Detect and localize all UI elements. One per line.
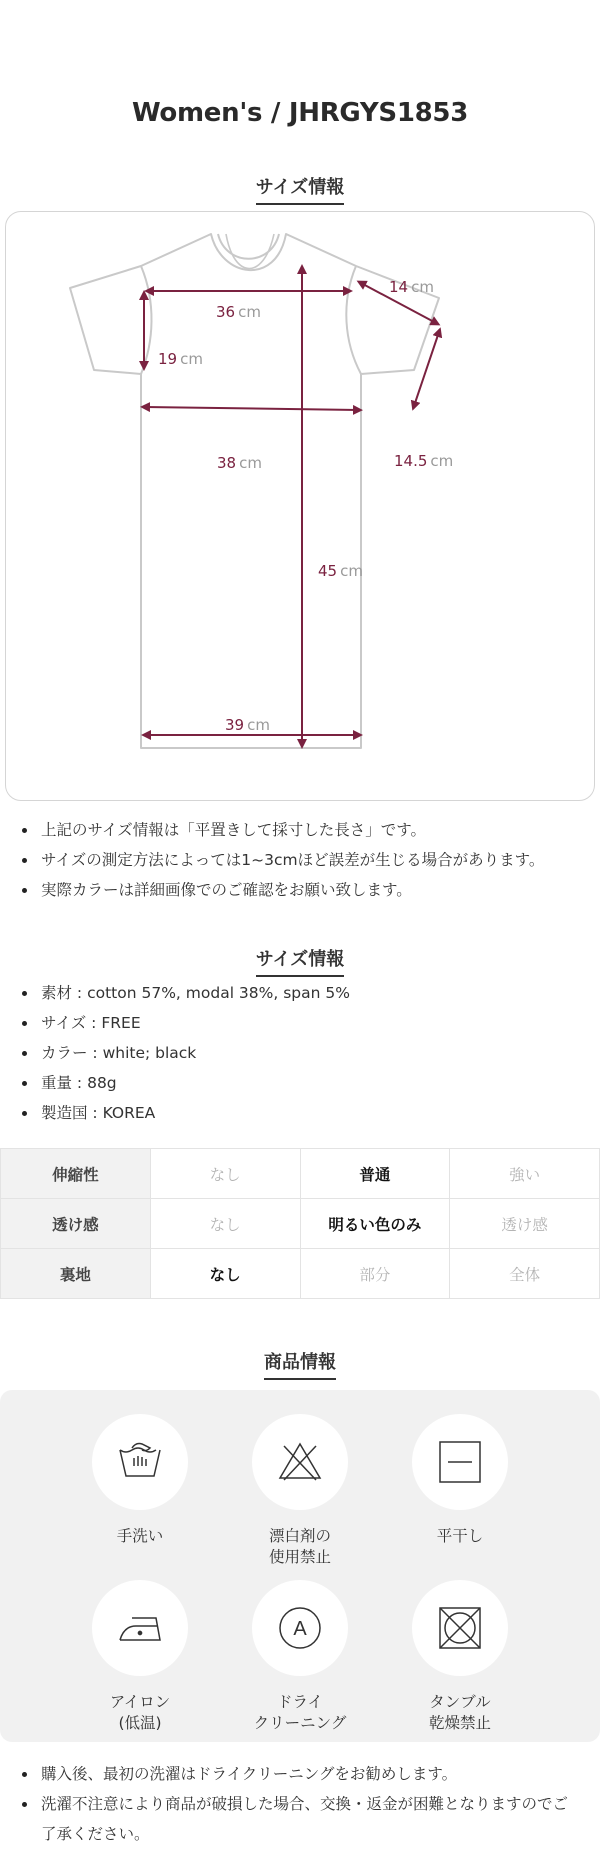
list-item: 上記のサイズ情報は「平置きして採寸した長さ」です。 (0, 815, 600, 845)
tshirt-diagram (6, 212, 596, 802)
chest-line (145, 407, 358, 410)
sleeve-length-label: 14 cm (389, 278, 434, 296)
list-item: 洗濯不注意により商品が破損した場合、交換・返金が困難となりますのでご了承ください。 (0, 1789, 600, 1849)
attr-label: 伸縮性 (1, 1149, 151, 1199)
care-item-no-tumble-dry (390, 1580, 530, 1734)
care-label: 手洗い (116, 1527, 164, 1545)
table-row (1, 1249, 600, 1299)
list-item: 実際カラーは詳細画像でのご確認をお願い致します。 (0, 875, 600, 905)
product-title: Women's / JHRGYS1853 (131, 98, 469, 128)
attr-option: 全体 (450, 1249, 600, 1299)
spec-material: 素材 : cotton 57%, modal 38%, span 5% (0, 978, 600, 1008)
attr-option-selected: 明るい色のみ (300, 1199, 450, 1249)
hem-label: 39 cm (225, 716, 270, 734)
dry-clean-icon (277, 1605, 323, 1651)
care-item-flat-dry (390, 1414, 530, 1547)
care-label: 平干し (436, 1527, 484, 1545)
hand-wash-icon (116, 1440, 164, 1484)
attr-label: 裏地 (1, 1249, 151, 1299)
size-notes (0, 815, 600, 905)
care-panel (0, 1390, 600, 1742)
spec-size: サイズ : FREE (0, 1008, 600, 1038)
care-label: ドライ クリーニング (253, 1693, 347, 1732)
shoulder-label: 36 cm (216, 303, 261, 321)
table-row (1, 1199, 600, 1249)
care-label: 漂白剤の 使用禁止 (268, 1527, 331, 1566)
attr-option: なし (150, 1199, 300, 1249)
care-item-dry-clean (230, 1580, 370, 1734)
care-label: タンブル 乾燥禁止 (428, 1693, 491, 1732)
care-notes (0, 1759, 600, 1849)
care-label: アイロン (低温) (109, 1693, 171, 1732)
attribute-table (0, 1148, 600, 1299)
size-diagram (5, 211, 595, 801)
attr-label: 透け感 (1, 1199, 151, 1249)
no-bleach-icon (276, 1440, 324, 1484)
flat-dry-icon (438, 1440, 482, 1484)
attr-option-selected: なし (150, 1249, 300, 1299)
spec-color: カラー : white; black (0, 1038, 600, 1068)
care-heading: 商品情報 (0, 1348, 600, 1380)
care-item-no-bleach (230, 1414, 370, 1568)
list-item: 購入後、最初の洗濯はドライクリーニングをお勧めします。 (0, 1759, 600, 1789)
spec-list (0, 978, 600, 1128)
attr-option: 部分 (300, 1249, 450, 1299)
sleeve-opening-label: 14.5 cm (394, 452, 454, 470)
spec-heading: サイズ情報 (0, 945, 600, 977)
no-tumble-dry-icon (438, 1606, 482, 1650)
list-item: サイズの測定方法によっては1~3cmほど誤差が生じる場合があります。 (0, 845, 600, 875)
chest-label: 38 cm (217, 454, 262, 472)
attr-option: 強い (450, 1149, 600, 1199)
size-info-heading: サイズ情報 (0, 173, 600, 205)
sleeve-opening-line (414, 332, 439, 406)
svg-text:A: A (293, 1618, 307, 1640)
attr-option: なし (150, 1149, 300, 1199)
spec-weight: 重量 : 88g (0, 1068, 600, 1098)
armhole-label: 19 cm (158, 350, 203, 368)
attr-option-selected: 普通 (300, 1149, 450, 1199)
care-item-iron (70, 1580, 210, 1734)
spec-origin: 製造国 : KOREA (0, 1098, 600, 1128)
care-item-hand-wash (70, 1414, 210, 1547)
table-row (1, 1149, 600, 1199)
iron-low-icon (116, 1608, 164, 1648)
attr-option: 透け感 (450, 1199, 600, 1249)
length-label: 45 cm (318, 562, 363, 580)
